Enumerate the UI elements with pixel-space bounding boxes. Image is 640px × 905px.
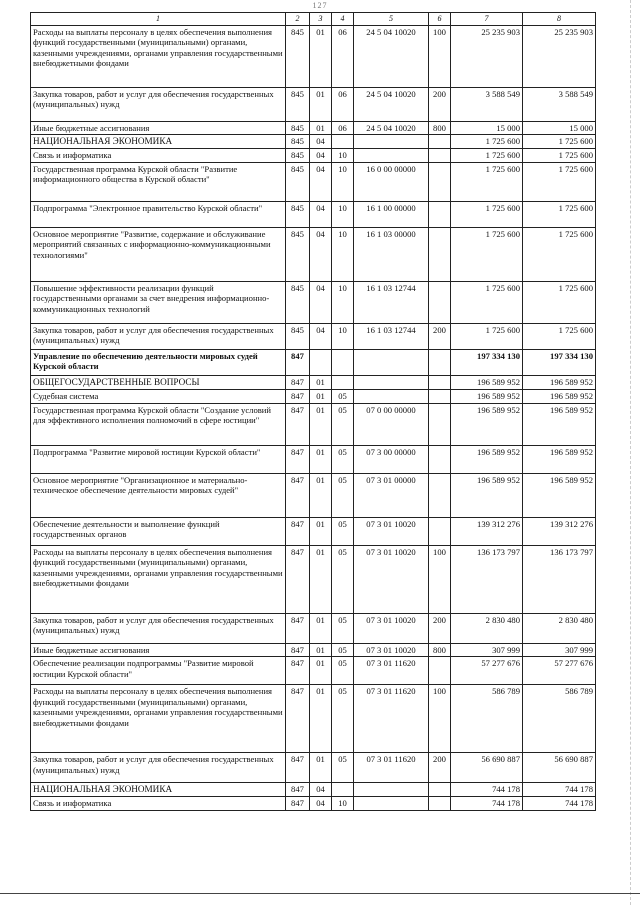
section-code: 01 [310,545,332,613]
column-number: 2 [286,13,310,26]
row-name: Основное мероприятие "Организационное и материально-техническое обеспечение деятельности мировых судей" [31,473,286,517]
target-article-code: 07 3 01 11620 [354,657,429,685]
target-article-code: 24 5 04 10020 [354,25,429,87]
amount-column-8: 15 000 [523,121,596,134]
table-row [31,227,596,281]
subsection-code: 05 [332,473,354,517]
row-name: Судебная система [31,390,286,403]
row-name: Обеспечение деятельности и выполнение функций государственных органов [31,517,286,545]
column-number: 8 [523,13,596,26]
table-row [31,445,596,473]
table-row [31,545,596,613]
target-article-code [354,135,429,149]
table-row [31,783,596,797]
expense-type-code [429,162,451,201]
subsection-code: 05 [332,445,354,473]
target-article-code: 07 3 01 11620 [354,753,429,783]
target-article-code [354,783,429,797]
expense-type-code [429,657,451,685]
section-code: 01 [310,121,332,134]
ministry-code: 847 [286,783,310,797]
section-code: 04 [310,323,332,349]
amount-column-8: 196 589 952 [523,403,596,445]
subsection-code: 10 [332,162,354,201]
amount-column-7: 1 725 600 [451,162,523,201]
ministry-code: 847 [286,403,310,445]
amount-column-8: 744 178 [523,797,596,810]
table-row [31,753,596,783]
target-article-code [354,390,429,403]
row-name: Государственная программа Курской области "Развитие информационного общества в Курской области" [31,162,286,201]
target-article-code [354,349,429,375]
column-number: 5 [354,13,429,26]
amount-column-8: 1 725 600 [523,201,596,227]
table-row [31,87,596,121]
ministry-code: 845 [286,201,310,227]
section-code: 04 [310,149,332,162]
ministry-code: 847 [286,545,310,613]
column-number: 4 [332,13,354,26]
section-code: 04 [310,797,332,810]
table-row [31,613,596,643]
expense-type-code: 800 [429,643,451,656]
target-article-code: 24 5 04 10020 [354,121,429,134]
row-name: Закупка товаров, работ и услуг для обеспечения государственных (муниципальных) нужд [31,753,286,783]
row-name: Закупка товаров, работ и услуг для обеспечения государственных (муниципальных) нужд [31,613,286,643]
target-article-code: 07 3 01 10020 [354,545,429,613]
amount-column-8: 2 830 480 [523,613,596,643]
expense-type-code: 100 [429,25,451,87]
table-row [31,349,596,375]
expense-type-code [429,375,451,389]
expense-type-code: 800 [429,121,451,134]
amount-column-7: 307 999 [451,643,523,656]
subsection-code: 05 [332,390,354,403]
ministry-code: 847 [286,613,310,643]
target-article-code [354,375,429,389]
subsection-code: 06 [332,25,354,87]
amount-column-7: 1 725 600 [451,201,523,227]
amount-column-8: 1 725 600 [523,135,596,149]
expense-type-code [429,517,451,545]
amount-column-8: 25 235 903 [523,25,596,87]
amount-column-7: 1 725 600 [451,281,523,323]
expense-type-code: 100 [429,685,451,753]
section-code: 04 [310,783,332,797]
row-name: Закупка товаров, работ и услуг для обеспечения государственных (муниципальных) нужд [31,87,286,121]
amount-column-8: 136 173 797 [523,545,596,613]
target-article-code: 07 3 01 00000 [354,473,429,517]
amount-column-7: 744 178 [451,783,523,797]
column-number: 6 [429,13,451,26]
ministry-code: 847 [286,685,310,753]
table-row [31,281,596,323]
amount-column-8: 196 589 952 [523,445,596,473]
amount-column-8: 307 999 [523,643,596,656]
row-name: Подпрограмма "Электронное правительство Курской области" [31,201,286,227]
expense-type-code: 100 [429,545,451,613]
expense-type-code [429,797,451,810]
table-row [31,657,596,685]
expense-type-code [429,445,451,473]
amount-column-7: 586 789 [451,685,523,753]
amount-column-8: 56 690 887 [523,753,596,783]
target-article-code [354,149,429,162]
section-code: 04 [310,201,332,227]
table-row [31,201,596,227]
amount-column-8: 196 589 952 [523,473,596,517]
expense-type-code [429,783,451,797]
subsection-code: 10 [332,227,354,281]
subsection-code: 10 [332,797,354,810]
amount-column-7: 196 589 952 [451,390,523,403]
expense-type-code [429,201,451,227]
amount-column-7: 196 589 952 [451,473,523,517]
target-article-code: 16 1 00 00000 [354,201,429,227]
expense-type-code [429,281,451,323]
subsection-code: 06 [332,87,354,121]
subsection-code: 05 [332,545,354,613]
amount-column-7: 2 830 480 [451,613,523,643]
amount-column-7: 57 277 676 [451,657,523,685]
section-code: 01 [310,403,332,445]
subsection-code: 05 [332,403,354,445]
expense-type-code [429,403,451,445]
table-row [31,473,596,517]
target-article-code: 16 0 00 00000 [354,162,429,201]
section-code: 01 [310,685,332,753]
amount-column-8: 1 725 600 [523,162,596,201]
subsection-code [332,349,354,375]
subsection-code: 10 [332,149,354,162]
section-code: 01 [310,517,332,545]
section-code: 01 [310,657,332,685]
subsection-code [332,135,354,149]
amount-column-8: 1 725 600 [523,323,596,349]
subsection-code: 10 [332,281,354,323]
amount-column-8: 586 789 [523,685,596,753]
table-row [31,517,596,545]
table-row [31,149,596,162]
section-code: 01 [310,613,332,643]
section-code: 01 [310,445,332,473]
section-code [310,349,332,375]
subsection-code: 05 [332,517,354,545]
amount-column-7: 197 334 130 [451,349,523,375]
ministry-code: 845 [286,135,310,149]
target-article-code: 07 3 00 00000 [354,445,429,473]
section-code: 01 [310,375,332,389]
amount-column-8: 196 589 952 [523,375,596,389]
ministry-code: 845 [286,87,310,121]
section-code: 01 [310,25,332,87]
subsection-code: 05 [332,753,354,783]
row-name: ОБЩЕГОСУДАРСТВЕННЫЕ ВОПРОСЫ [31,375,286,389]
section-code: 01 [310,390,332,403]
ministry-code: 847 [286,473,310,517]
amount-column-8: 1 725 600 [523,281,596,323]
section-code: 04 [310,135,332,149]
amount-column-8: 139 312 276 [523,517,596,545]
scan-edge-line [630,0,631,905]
row-name: НАЦИОНАЛЬНАЯ ЭКОНОМИКА [31,783,286,797]
row-name: Связь и информатика [31,797,286,810]
amount-column-8: 57 277 676 [523,657,596,685]
amount-column-7: 196 589 952 [451,375,523,389]
ministry-code: 845 [286,25,310,87]
table-row [31,162,596,201]
subsection-code: 06 [332,121,354,134]
row-name: Закупка товаров, работ и услуг для обеспечения государственных (муниципальных) нужд [31,323,286,349]
target-article-code: 16 1 03 12744 [354,281,429,323]
expense-type-code [429,349,451,375]
row-name: Иные бюджетные ассигнования [31,643,286,656]
amount-column-7: 3 588 549 [451,87,523,121]
amount-column-7: 1 725 600 [451,149,523,162]
row-name: Расходы на выплаты персоналу в целях обеспечения выполнения функций государственными (муниципальными) органами, казенными учреждениями, органами управления государственными внебюджетными фондами [31,685,286,753]
ministry-code: 845 [286,281,310,323]
column-number-row [31,13,596,26]
amount-column-7: 56 690 887 [451,753,523,783]
target-article-code: 16 1 03 12744 [354,323,429,349]
expense-type-code: 200 [429,87,451,121]
amount-column-7: 25 235 903 [451,25,523,87]
expense-type-code [429,149,451,162]
row-name: Иные бюджетные ассигнования [31,121,286,134]
subsection-code: 05 [332,613,354,643]
table-row [31,643,596,656]
ministry-code: 847 [286,517,310,545]
amount-column-7: 1 725 600 [451,323,523,349]
ministry-code: 845 [286,323,310,349]
table-row [31,25,596,87]
amount-column-8: 1 725 600 [523,227,596,281]
row-name: Обеспечение реализации подпрограммы "Развитие мировой юстиции Курской области" [31,657,286,685]
amount-column-7: 744 178 [451,797,523,810]
table-row [31,685,596,753]
target-article-code: 16 1 03 00000 [354,227,429,281]
amount-column-8: 744 178 [523,783,596,797]
ministry-code: 847 [286,657,310,685]
ministry-code: 847 [286,797,310,810]
subsection-code: 05 [332,685,354,753]
amount-column-7: 196 589 952 [451,445,523,473]
column-number: 3 [310,13,332,26]
section-code: 04 [310,281,332,323]
expense-type-code [429,390,451,403]
row-name: Управление по обеспечению деятельности мировых судей Курской области [31,349,286,375]
page-number-mark: 127 [312,1,328,10]
expense-type-code [429,135,451,149]
target-article-code: 07 3 01 10020 [354,613,429,643]
target-article-code [354,797,429,810]
bottom-rule [0,893,640,894]
row-name: Государственная программа Курской области "Создание условий для эффективного исполнения полномочий в сфере юстиции" [31,403,286,445]
amount-column-8: 3 588 549 [523,87,596,121]
expense-type-code: 200 [429,613,451,643]
amount-column-7: 139 312 276 [451,517,523,545]
section-code: 04 [310,227,332,281]
subsection-code: 10 [332,323,354,349]
section-code: 04 [310,162,332,201]
expense-type-code [429,227,451,281]
column-number: 1 [31,13,286,26]
target-article-code: 24 5 04 10020 [354,87,429,121]
amount-column-8: 196 589 952 [523,390,596,403]
expense-type-code: 200 [429,753,451,783]
ministry-code: 847 [286,643,310,656]
section-code: 01 [310,473,332,517]
subsection-code [332,375,354,389]
ministry-code: 847 [286,390,310,403]
table-row [31,121,596,134]
row-name: Повышение эффективности реализации функций государственными органами за счет внедрения информационно-коммуникационных технологий [31,281,286,323]
ministry-code: 845 [286,162,310,201]
subsection-code: 05 [332,643,354,656]
amount-column-7: 1 725 600 [451,135,523,149]
table-row [31,390,596,403]
amount-column-7: 15 000 [451,121,523,134]
ministry-code: 847 [286,753,310,783]
ministry-code: 845 [286,227,310,281]
ministry-code: 845 [286,121,310,134]
amount-column-8: 1 725 600 [523,149,596,162]
row-name: Расходы на выплаты персоналу в целях обеспечения выполнения функций государственными (муниципальными) органами, казенными учреждениями, органами управления государственными внебюджетными фондами [31,25,286,87]
expense-type-code [429,473,451,517]
table-row [31,403,596,445]
target-article-code: 07 3 01 10020 [354,517,429,545]
section-code: 01 [310,87,332,121]
table-row [31,323,596,349]
amount-column-7: 136 173 797 [451,545,523,613]
target-article-code: 07 3 01 10020 [354,643,429,656]
table-row [31,797,596,810]
row-name: Подпрограмма "Развитие мировой юстиции Курской области" [31,445,286,473]
ministry-code: 847 [286,349,310,375]
amount-column-7: 1 725 600 [451,227,523,281]
ministry-code: 847 [286,445,310,473]
table-row [31,135,596,149]
subsection-code [332,783,354,797]
ministry-code: 847 [286,375,310,389]
target-article-code: 07 3 01 11620 [354,685,429,753]
row-name: Связь и информатика [31,149,286,162]
column-number: 7 [451,13,523,26]
subsection-code: 05 [332,657,354,685]
amount-column-8: 197 334 130 [523,349,596,375]
expense-type-code: 200 [429,323,451,349]
subsection-code: 10 [332,201,354,227]
target-article-code: 07 0 00 00000 [354,403,429,445]
budget-table [30,12,596,811]
section-code: 01 [310,753,332,783]
row-name: Основное мероприятие "Развитие, содержание и обслуживание мероприятий связанных с информационно-коммуникационными технологиями" [31,227,286,281]
row-name: Расходы на выплаты персоналу в целях обеспечения выполнения функций государственными (муниципальными) органами, казенными учреждениями, органами управления государственными внебюджетными фондами [31,545,286,613]
table-row [31,375,596,389]
ministry-code: 845 [286,149,310,162]
section-code: 01 [310,643,332,656]
row-name: НАЦИОНАЛЬНАЯ ЭКОНОМИКА [31,135,286,149]
amount-column-7: 196 589 952 [451,403,523,445]
